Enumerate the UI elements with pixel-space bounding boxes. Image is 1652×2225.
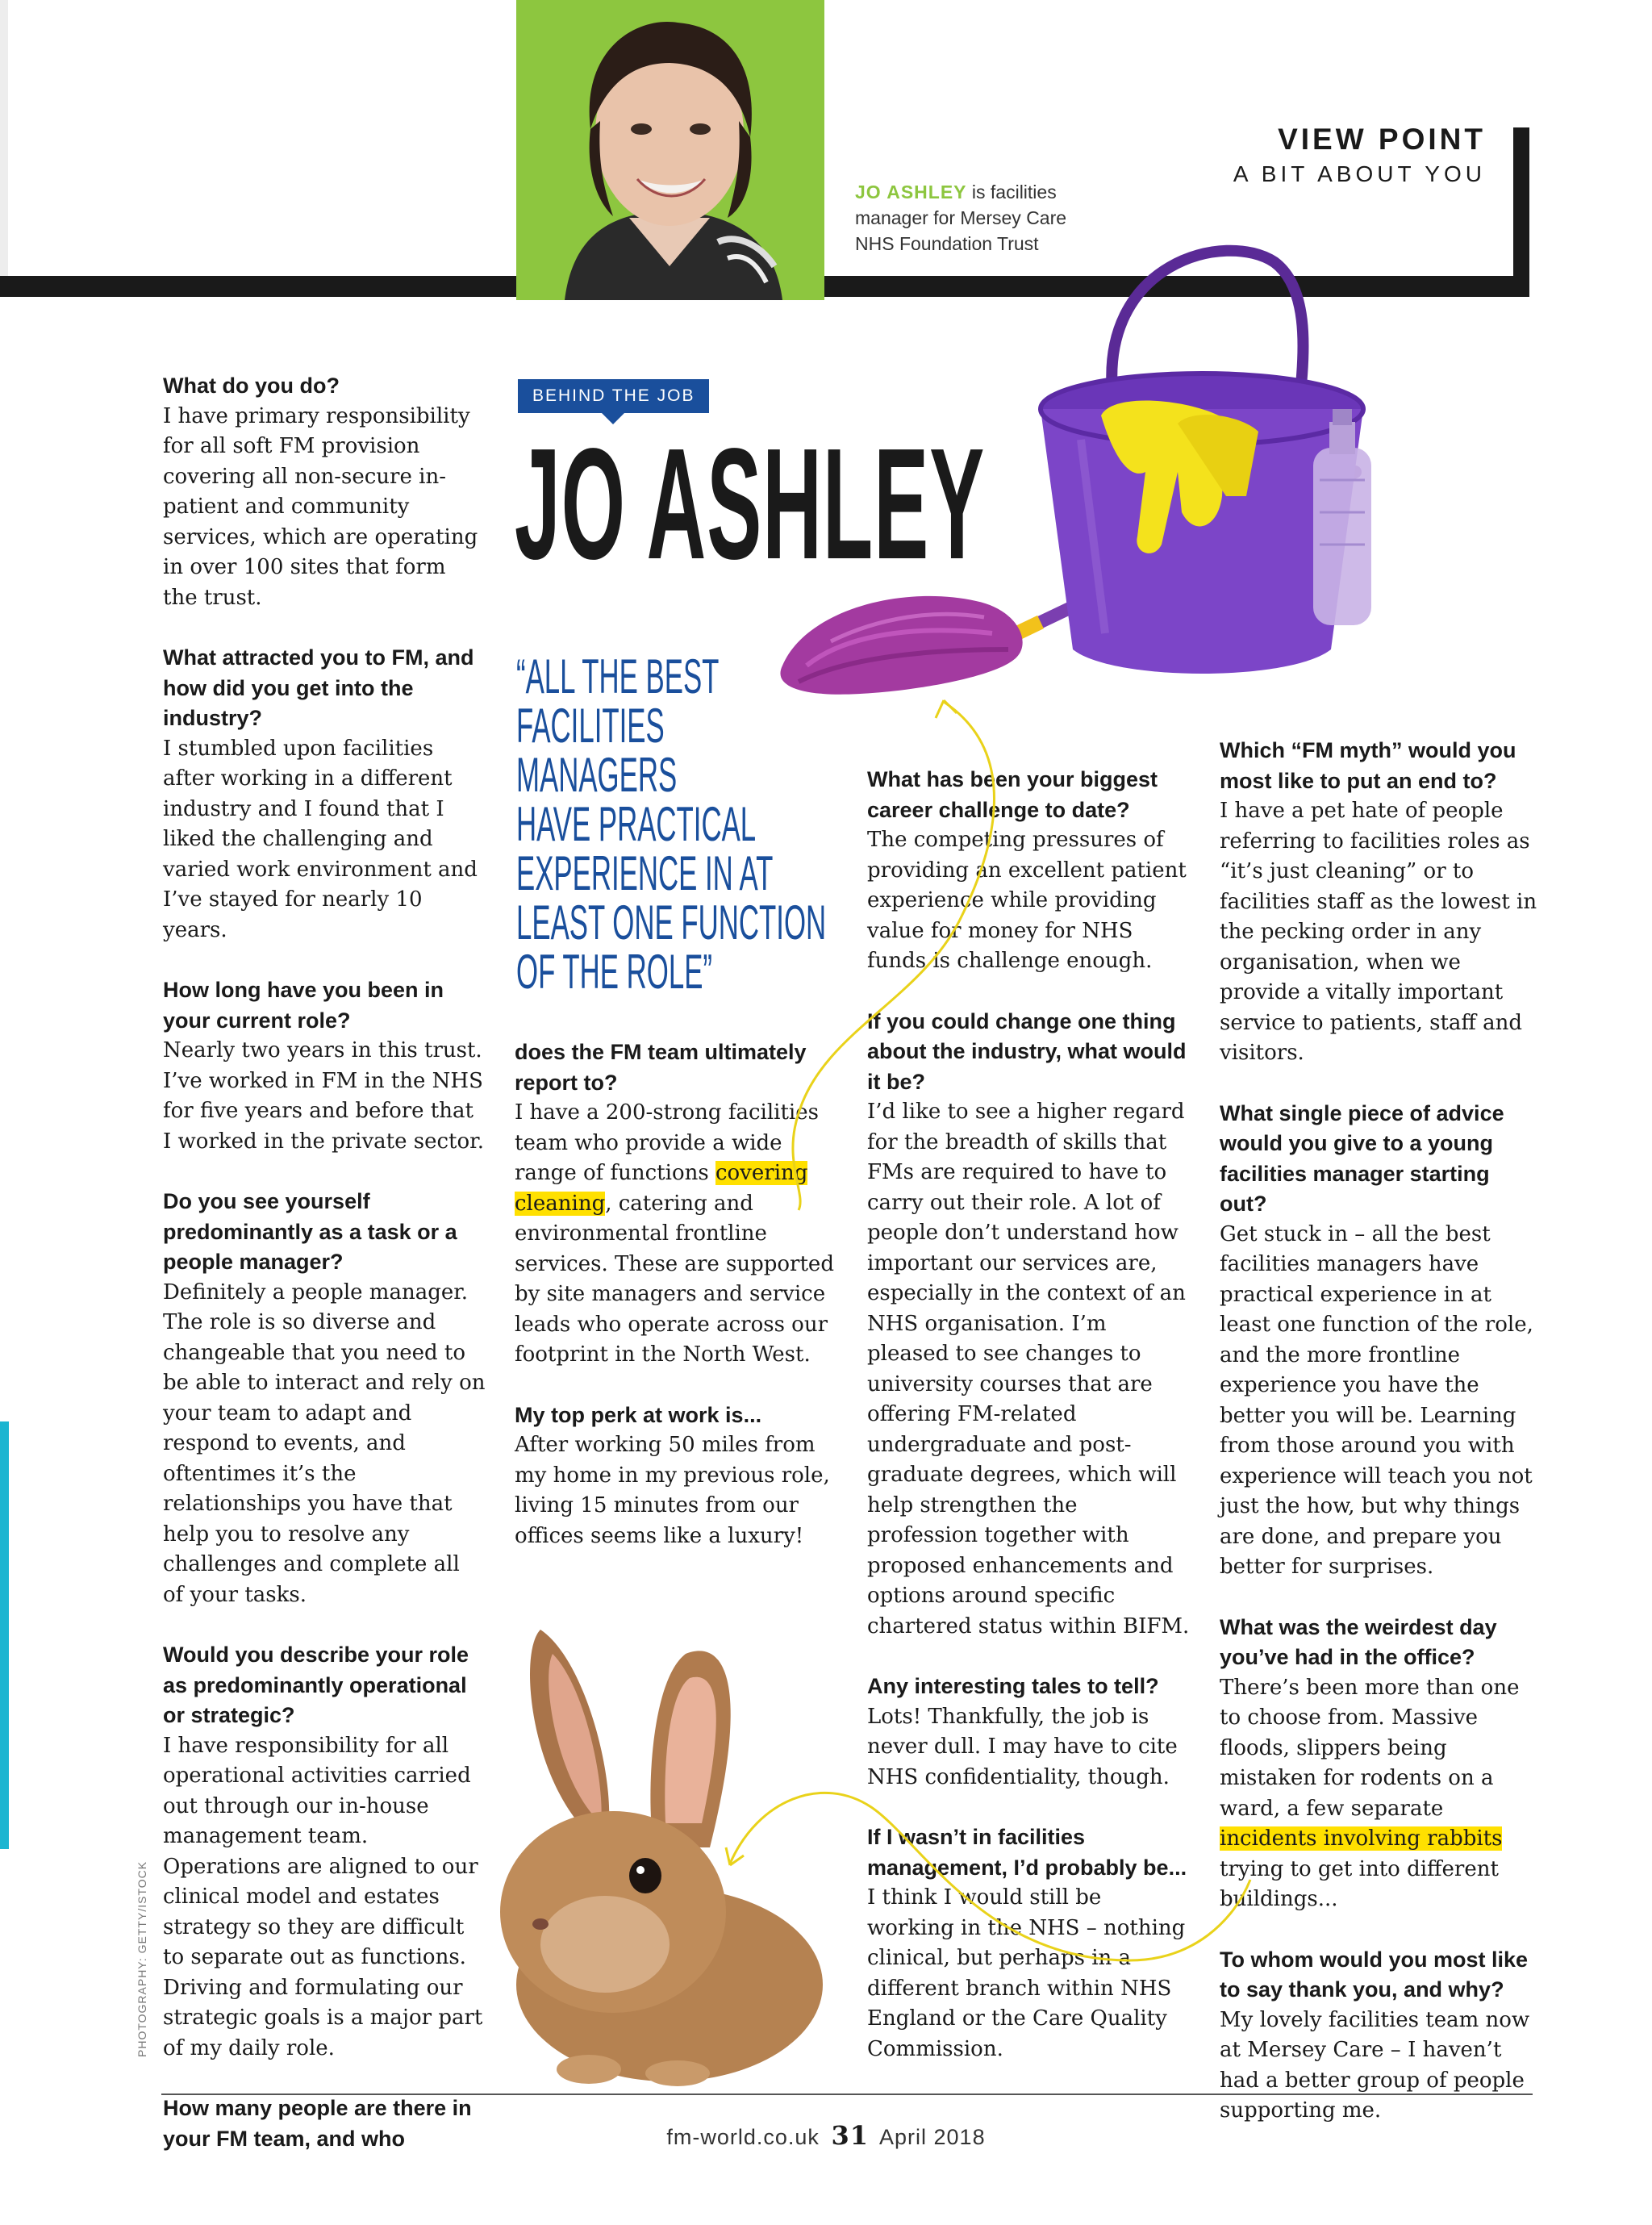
answer: Definitely a people manager. The role is so diverse and changeable that you need to be able to interact and rely on your team to adapt and respond to events, and oftentimes it’s the relationships you have that help you to resolve any challenges and complete all of your tasks. — [163, 1279, 486, 1607]
question: What single piece of advice would you give to a young facilities manager starting out? — [1220, 1100, 1504, 1216]
page-number: 31 — [831, 2120, 869, 2151]
answer-text: There’s been more than one to choose from. Massive floods, slippers being mistaken for rodents on a ward, a few separate — [1220, 1675, 1520, 1821]
highlighted-text: covering cleaning — [515, 1161, 808, 1216]
answer: Lots! Thankfully, the job is never dull. I may have to cite NHS confidentiality, though. — [867, 1704, 1178, 1789]
pull-quote-line: “ALL THE BEST — [516, 649, 720, 703]
edge-tab-marker — [0, 1421, 9, 1849]
question: Do you see yourself predominantly as a task or a people manager? — [163, 1189, 457, 1274]
question: What has been your biggest career challenge to date? — [867, 767, 1158, 822]
question: What was the weirdest day you’ve had in the office? — [1220, 1614, 1497, 1669]
question: Any interesting tales to tell? — [867, 1674, 1159, 1698]
pull-quote-line: HAVE PRACTICAL — [516, 797, 757, 851]
article-title: JO ASHLEY — [515, 415, 986, 592]
pull-quote-line: OF THE ROLE” — [516, 945, 712, 999]
pull-quote-line: LEAST ONE FUNCTION — [516, 895, 827, 950]
question: does the FM team ultimately report to? — [515, 1040, 807, 1095]
header-bar-left — [0, 276, 516, 297]
highlighted-text: incidents involving rabbits — [1220, 1826, 1503, 1851]
byline-text: is facilities — [966, 182, 1057, 202]
byline-text: NHS Foundation Trust — [855, 233, 1039, 254]
pull-quote — [516, 649, 827, 999]
answer-text: , catering and environmental frontline services. These are supported by site managers and service leads who operate across our footprint in the North West. — [515, 1191, 834, 1367]
footer-rule — [161, 2094, 1533, 2095]
question: What do you do? — [163, 374, 340, 398]
text-column-4 — [1220, 736, 1542, 2156]
question: How many people are there in your FM team, and who — [163, 2096, 472, 2151]
answer — [1220, 1673, 1542, 1915]
page-footer — [0, 2120, 1652, 2151]
answer: After working 50 miles from my home in my previous role, living 15 minutes from our offices seems like a luxury! — [515, 1433, 830, 1548]
rabbit-illustration — [484, 1605, 839, 2089]
answer-text: I have a 200-strong facilities team who provide a wide range of functions — [515, 1100, 819, 1185]
answer: Get stuck in – all the best facilities managers have practical experience in at least one function of the role, and the more frontline experience you have the better you will be. Learning from those around you with experience will teach you not just the how, but why things are done, and prepare you better for surprises. — [1220, 1221, 1533, 1579]
answer: I’d like to see a higher regard for the breadth of skills that FMs are required to have to carry out their role. A lot of people don’t understand how important our services are, especially in the context of an NHS organisation. I’m pleased to see changes to university courses that are offering FM-related undergraduate and post-graduate degrees, which will help strengthen the profession together with proposed enhancements and options around specific chartered status within BIFM. — [867, 1100, 1190, 1638]
answer: My lovely facilities team now at Mersey Care – I haven’t had a better group of people supporting me. — [1220, 2007, 1530, 2123]
answer: I stumbled upon facilities after working in a different industry and I found that I liked the challenging and varied work environment and I’ve stayed for nearly 10 years. — [163, 736, 478, 942]
answer: I have responsibility for all operational activities carried out through our in-house management team. Operations are aligned to our clinical model and estates strategy so they are difficult to separate out as functions. Driving and formulating our strategic goals is a major part of my daily role. — [163, 1733, 483, 2060]
answer: Nearly two years in this trust. I’ve worked in FM in the NHS for five years and before that I worked in the private sector. — [163, 1038, 484, 1154]
answer: I have a pet hate of people referring to facilities roles as “it’s just cleaning” or to facilities staff as the lowest in the pecking order in any organisation, when we provide a vitally important service to patients, staff and visitors. — [1220, 799, 1537, 1065]
byline-name: JO ASHLEY — [855, 182, 967, 202]
header-bar-vertical — [1513, 127, 1529, 297]
question: If you could change one thing about the industry, what would it be? — [867, 1008, 1187, 1094]
question: If I wasn’t in facilities management, I’d probably be... — [867, 1825, 1187, 1880]
text-column-3 — [867, 765, 1190, 2094]
answer: The competing pressures of providing an excellent patient experience while providing value for money for NHS funds is challenge enough. — [867, 828, 1187, 973]
photo-credit: PHOTOGRAPHY: GETTY/ISTOCK — [136, 1860, 148, 2057]
page-edge-shadow — [0, 0, 8, 276]
answer — [515, 1098, 837, 1371]
question: My top perk at work is... — [515, 1402, 762, 1427]
footer-date: April 2018 — [879, 2125, 986, 2149]
text-column-1 — [163, 371, 486, 2154]
question: Would you describe your role as predominantly operational or strategic? — [163, 1643, 469, 1727]
section-subtitle: A BIT ABOUT YOU — [1233, 161, 1486, 186]
footer-site: fm-world.co.uk — [666, 2125, 820, 2149]
question: What attracted you to FM, and how did you get into the industry? — [163, 645, 474, 730]
pull-quote-line: FACILITIES — [516, 699, 665, 753]
byline-text: manager for Mersey Care — [855, 207, 1067, 228]
section-label — [1233, 123, 1486, 187]
section-title: VIEW POINT — [1278, 123, 1486, 156]
pull-quote-line: EXPERIENCE IN AT — [516, 846, 774, 900]
text-column-2 — [515, 1037, 837, 1581]
answer: I think I would still be working in the NHS – nothing clinical, but perhaps in a different branch within NHS England or the Care Quality Commission. — [867, 1885, 1186, 2061]
category-tag: BEHIND THE JOB — [518, 379, 709, 413]
pull-quote-line: MANAGERS — [516, 748, 678, 802]
question: To whom would you most like to say thank you, and why? — [1220, 1947, 1529, 2002]
question: How long have you been in your current role? — [163, 978, 444, 1033]
question: Which “FM myth” would you most like to put an end to? — [1220, 738, 1516, 793]
answer-text: trying to get into different buildings... — [1220, 1856, 1499, 1911]
answer: I have primary responsibility for all soft FM provision covering all non-secure in-patient and community services, which are operating in over 100 sites that form the trust. — [163, 403, 478, 610]
